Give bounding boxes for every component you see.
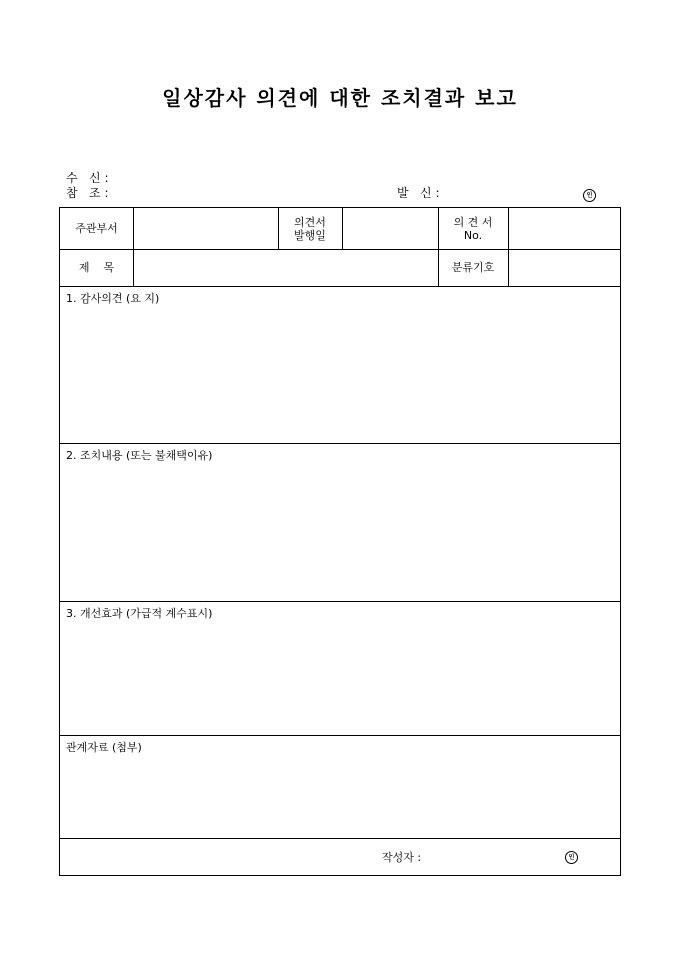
section-audit-opinion-label: 1. 감사의견 (요 지) xyxy=(66,292,160,305)
class-code-value[interactable] xyxy=(509,250,620,285)
document-title: 일상감사 의견에 대한 조치결과 보고 xyxy=(162,86,518,110)
author-seal-mark: 인 xyxy=(565,851,578,864)
section-action-label: 2. 조치내용 (또는 불채택이유) xyxy=(66,449,213,462)
subject-label: 제 목 xyxy=(78,261,115,274)
opinion-no-value[interactable] xyxy=(509,209,620,248)
dept-label: 주관부서 xyxy=(75,222,118,235)
opinion-date-value[interactable] xyxy=(343,209,438,248)
opinion-no-label-line2: No. xyxy=(463,228,483,242)
section-attachments-label: 관계자료 (첨부) xyxy=(66,741,142,754)
row-divider xyxy=(60,286,620,287)
row-divider xyxy=(60,838,620,839)
section-improvement-label: 3. 개선효과 (가급적 계수표시) xyxy=(66,607,213,620)
subject-value[interactable] xyxy=(134,250,438,285)
opinion-date-label xyxy=(278,208,342,249)
dept-value[interactable] xyxy=(134,209,278,248)
row-divider xyxy=(60,601,620,602)
sender-seal-mark: 인 xyxy=(583,189,596,202)
opinion-date-label-line2: 발행일 xyxy=(294,228,326,242)
opinion-no-label xyxy=(438,208,508,249)
report-form xyxy=(59,207,621,876)
opinion-no-label-line1: 의 견 서 xyxy=(453,215,493,229)
class-code-label: 분류기호 xyxy=(451,261,495,274)
opinion-date-label-line1: 의견서 xyxy=(294,215,326,229)
sender-label: 발 신 : xyxy=(397,186,440,200)
reference-label: 참 조 : xyxy=(66,186,109,200)
author-label: 작성자 : xyxy=(382,851,422,864)
row-divider xyxy=(60,443,620,444)
row-divider xyxy=(60,735,620,736)
recipient-label: 수 신 : xyxy=(66,171,109,185)
